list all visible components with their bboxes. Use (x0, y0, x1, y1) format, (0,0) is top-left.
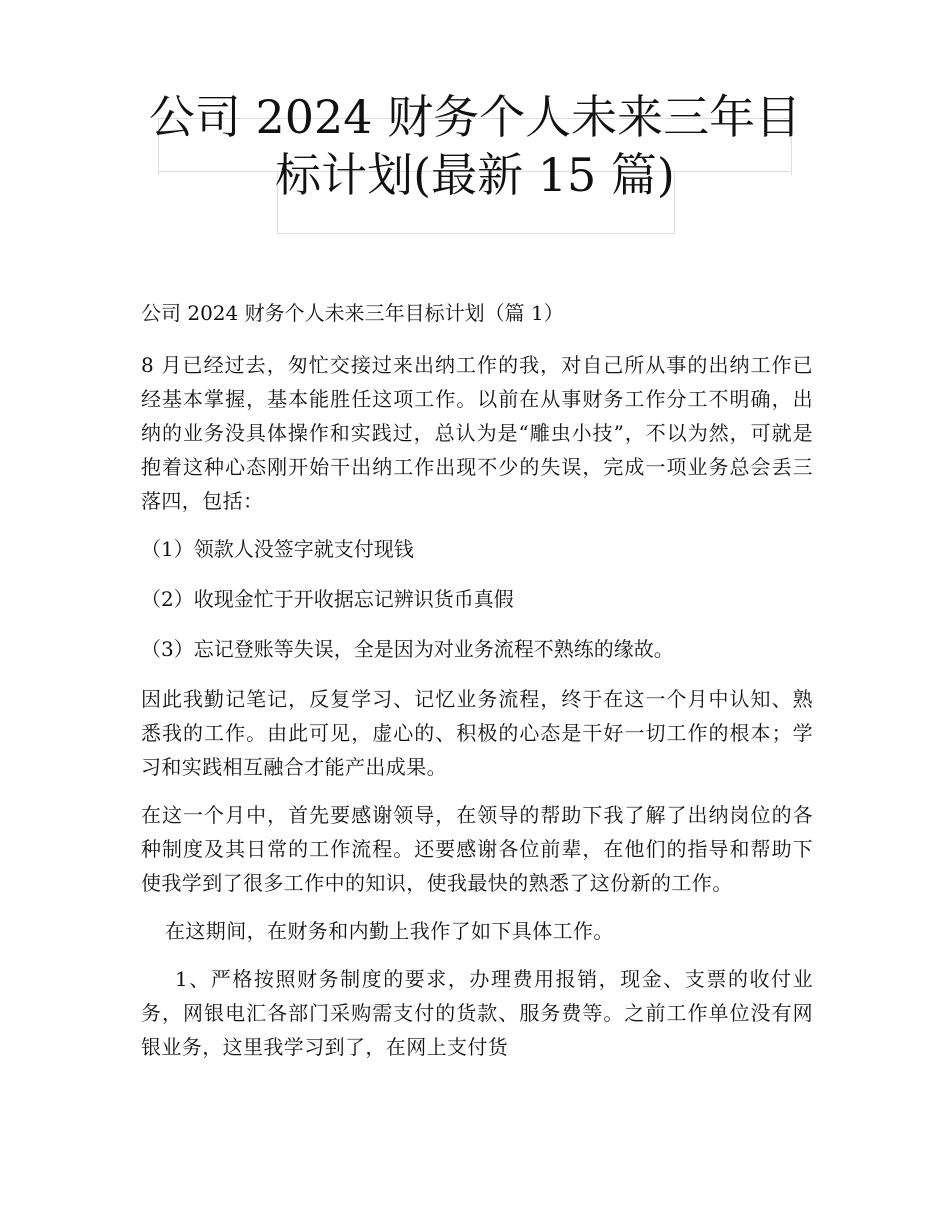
section-heading: 公司 2024 财务个人未来三年目标计划（篇 1） (141, 301, 564, 325)
document-title (140, 88, 810, 204)
document-body (141, 348, 813, 1078)
paragraph-thanks: 在这一个月中，首先要感谢领导，在领导的帮助下我了解了出纳岗位的各种制度及其日常的工作流程。还要感谢各位前辈，在他们的指导和帮助下使我学到了很多工作中的知识，使我最快的熟悉了这份新的工作。 (141, 803, 813, 895)
list-item-1: （1）领款人没签字就支付现钱 (141, 537, 414, 561)
list-item-3: （3）忘记登账等失误，全是因为对业务流程不熟练的缘故。 (141, 637, 674, 661)
paragraph-work-intro: 在这期间，在财务和内勤上我作了如下具体工作。 (165, 919, 614, 943)
document-title-line-2: 标计划(最新 15 篇) (275, 148, 675, 202)
list-item-2: （2）收现金忙于开收据忘记辨识货币真假 (141, 587, 514, 611)
paragraph-work-item-1: 1、严格按照财务制度的要求，办理费用报销，现金、支票的收付业务，网银电汇各部门采购需支付的货款、服务费等。之前工作单位没有网银业务，这里我学习到了，在网上支付货 (141, 967, 813, 1059)
paragraph-intro: 8 月已经过去，匆忙交接过来出纳工作的我，对自己所从事的出纳工作已经基本掌握，基本能胜任这项工作。以前在从事财务工作分工不明确，出纳的业务没具体操作和实践过，总认为是“雕虫小技”，不以为然，可就是抱着这种心态刚开始干出纳工作出现不少的失误，完成一项业务总会丢三落四，包括： (141, 353, 813, 513)
paragraph-study: 因此我勤记笔记，反复学习、记忆业务流程，终于在这一个月中认知、熟悉我的工作。由此可见，虚心的、积极的心态是干好一切工作的根本；学习和实践相互融合才能产出成果。 (141, 687, 813, 779)
document-title-line-1: 公司 2024 财务个人未来三年目 (148, 90, 802, 144)
